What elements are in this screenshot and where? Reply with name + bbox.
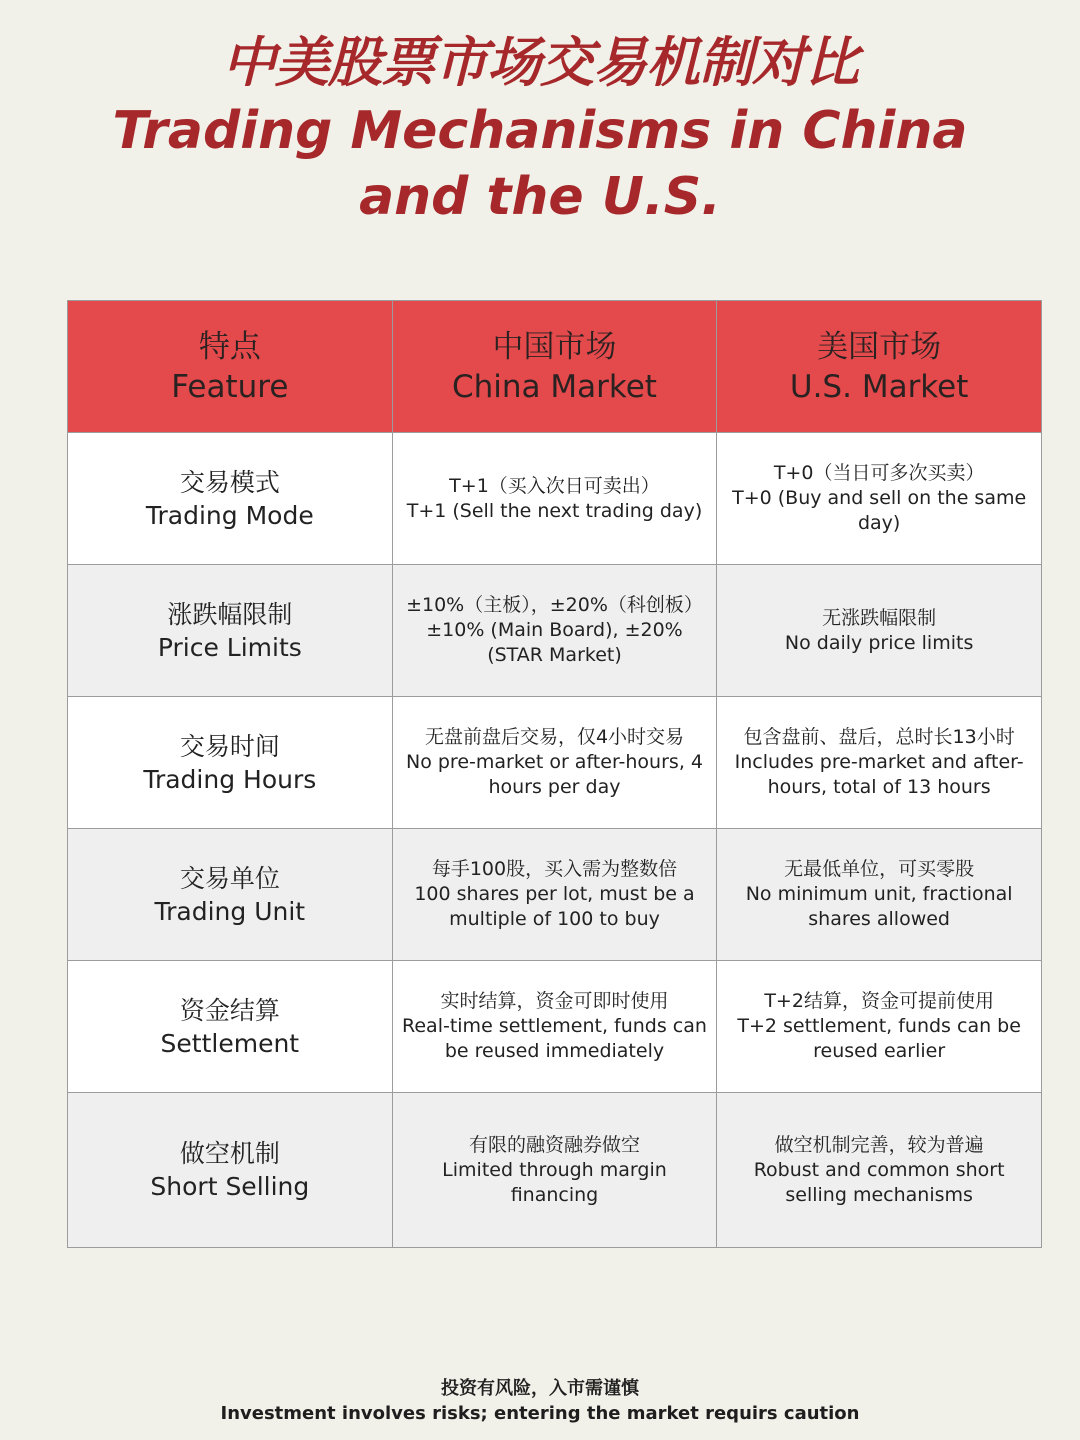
- title-english: Trading Mechanisms in China and the U.S.: [112, 101, 968, 227]
- china-cell: [392, 1093, 717, 1248]
- feature-zh: 交易模式: [179, 467, 280, 497]
- us-cell: [717, 961, 1042, 1093]
- feature-en: Price Limits: [157, 632, 302, 662]
- table-row: [68, 697, 1042, 829]
- risk-disclaimer: [0, 1376, 1080, 1426]
- feature-cell: [68, 697, 393, 829]
- page-title: [0, 28, 1080, 230]
- header-feature: [68, 301, 393, 433]
- table-row: [68, 961, 1042, 1093]
- us-en: No daily price limits: [784, 631, 974, 654]
- china-cell: [392, 433, 717, 565]
- us-zh: 做空机制完善，较为普遍: [774, 1133, 984, 1156]
- feature-en: Short Selling: [150, 1172, 310, 1201]
- us-zh: T+2结算，资金可提前使用: [764, 990, 994, 1012]
- feature-zh: 交易单位: [179, 863, 280, 893]
- china-en: Limited through margin financing: [442, 1158, 667, 1206]
- header-label-zh: 特点: [198, 328, 261, 365]
- us-zh: T+0（当日可多次买卖）: [773, 462, 985, 484]
- us-zh: 包含盘前、盘后，总时长13小时: [743, 726, 1015, 748]
- us-en: Includes pre-market and after-hours, total of 13 hours: [734, 751, 1024, 798]
- table-row: [68, 433, 1042, 565]
- us-cell: [717, 1093, 1042, 1248]
- china-cell: [392, 565, 717, 697]
- feature-en: Settlement: [160, 1028, 300, 1058]
- feature-zh: 交易时间: [179, 731, 280, 761]
- us-cell: [717, 565, 1042, 697]
- disclaimer-zh: 投资有风险，入市需谨慎: [441, 1378, 639, 1399]
- table-row: [68, 829, 1042, 961]
- table-row: [68, 1093, 1042, 1248]
- feature-cell: [68, 829, 393, 961]
- header-label-en: U.S. Market: [789, 368, 969, 405]
- comparison-table: [67, 300, 1042, 1248]
- us-cell: [717, 697, 1042, 829]
- china-zh: 有限的融资融券做空: [468, 1133, 640, 1156]
- header-china-market: [392, 301, 717, 433]
- china-zh: ±10%（主板），±20%（科创板）: [406, 594, 703, 616]
- title-chinese: 中美股票市场交易机制对比: [222, 31, 858, 94]
- us-zh: 无最低单位，可买零股: [784, 858, 975, 880]
- china-cell: [392, 697, 717, 829]
- china-en: T+1 (Sell the next trading day): [406, 499, 703, 522]
- us-en: No minimum unit, fractional shares allowed: [745, 883, 1013, 930]
- china-zh: 每手100股，买入需为整数倍: [431, 858, 678, 880]
- china-en: Real-time settlement, funds can be reused immediately: [402, 1015, 707, 1062]
- us-en: Robust and common short selling mechanisms: [753, 1158, 1005, 1206]
- feature-cell: [68, 433, 393, 565]
- us-cell: [717, 829, 1042, 961]
- header-label-en: China Market: [452, 368, 657, 405]
- feature-en: Trading Hours: [143, 764, 317, 794]
- feature-zh: 做空机制: [179, 1139, 280, 1168]
- feature-en: Trading Unit: [154, 896, 306, 926]
- us-cell: [717, 433, 1042, 565]
- china-zh: 无盘前盘后交易，仅4小时交易: [424, 726, 685, 748]
- feature-cell: [68, 961, 393, 1093]
- china-cell: [392, 961, 717, 1093]
- header-label-zh: 中国市场: [492, 328, 617, 365]
- us-en: T+0 (Buy and sell on the same day): [732, 487, 1027, 534]
- us-en: T+2 settlement, funds can be reused earlier: [737, 1015, 1021, 1062]
- disclaimer-en: Investment involves risks; entering the market requirs caution: [220, 1403, 860, 1424]
- feature-en: Trading Mode: [145, 500, 314, 530]
- table-row: [68, 565, 1042, 697]
- table-header-row: [68, 301, 1042, 433]
- header-label-zh: 美国市场: [817, 328, 942, 365]
- china-cell: [392, 829, 717, 961]
- header-label-en: Feature: [171, 368, 289, 405]
- feature-cell: [68, 565, 393, 697]
- feature-zh: 涨跌幅限制: [167, 599, 293, 629]
- china-zh: T+1（买入次日可卖出）: [449, 474, 660, 497]
- feature-zh: 资金结算: [179, 995, 280, 1025]
- us-zh: 无涨跌幅限制: [822, 606, 937, 629]
- china-en: 100 shares per lot, must be a multiple of 100 to buy: [414, 883, 695, 930]
- china-en: ±10% (Main Board), ±20% (STAR Market): [426, 619, 683, 666]
- china-zh: 实时结算，资金可即时使用: [440, 990, 669, 1012]
- china-en: No pre-market or after-hours, 4 hours per day: [405, 751, 703, 798]
- header-us-market: [717, 301, 1042, 433]
- feature-cell: [68, 1093, 393, 1248]
